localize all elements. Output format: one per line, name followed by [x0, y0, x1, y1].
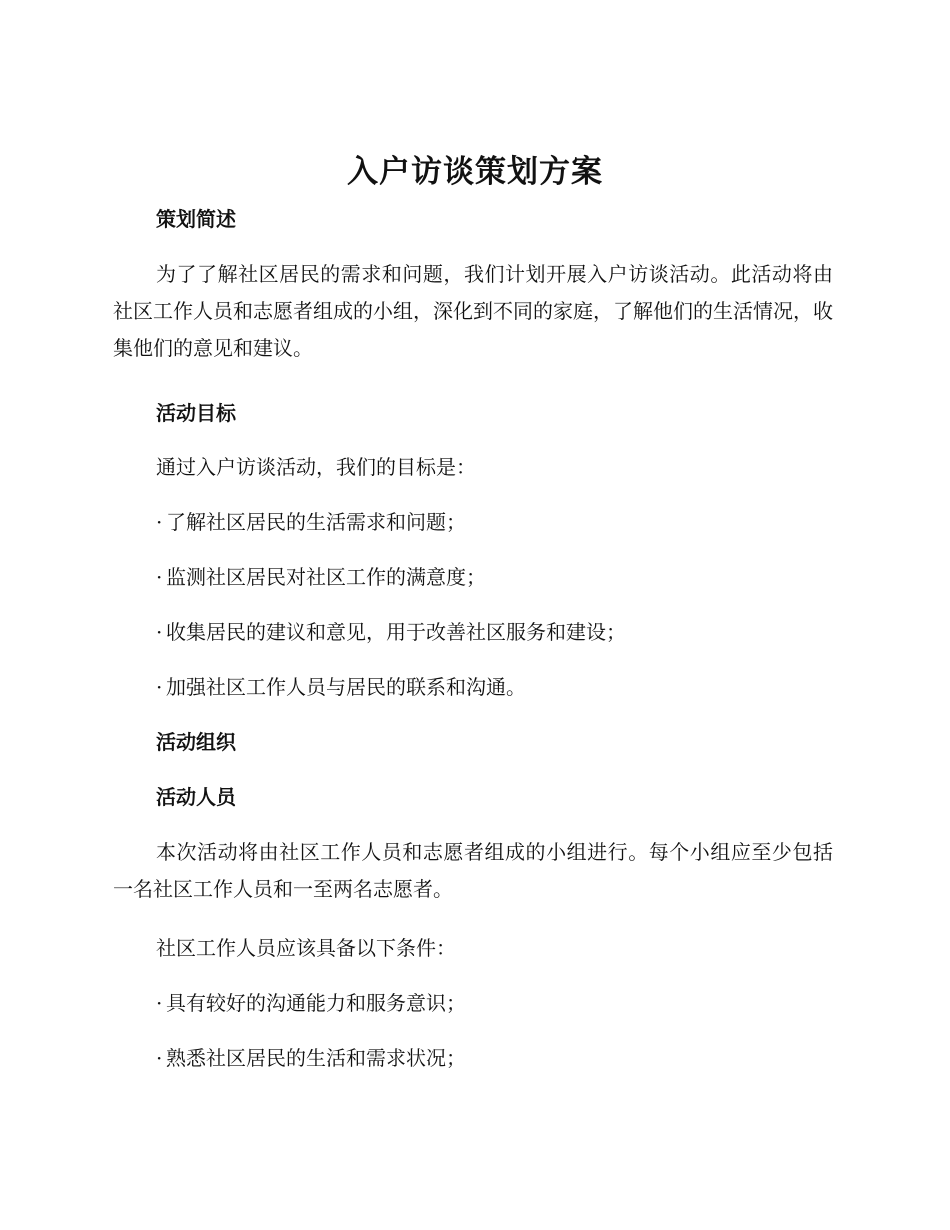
- goal-item: [156, 618, 626, 646]
- bullet-dot: ·: [156, 510, 163, 534]
- condition-item: [156, 1044, 466, 1072]
- goal-item: [156, 508, 466, 536]
- condition-item-text: 具有较好的沟通能力和服务意识；: [166, 991, 466, 1015]
- condition-item-text: 熟悉社区居民的生活和需求状况；: [166, 1046, 466, 1070]
- heading-personnel: 活动人员: [156, 785, 236, 809]
- paragraph-personnel: 本次活动将由社区工作人员和志愿者组成的小组进行。每个小组应至少包括一名社区工作人员和一至两名志愿者。: [113, 840, 833, 901]
- bullet-dot: ·: [156, 565, 163, 589]
- heading-goals: 活动目标: [156, 401, 236, 425]
- heading-summary: 策划简述: [156, 207, 236, 231]
- goals-intro: 通过入户访谈活动，我们的目标是：: [156, 455, 476, 479]
- goal-item: [156, 673, 526, 701]
- goal-item-text: 加强社区工作人员与居民的联系和沟通。: [166, 675, 526, 699]
- goal-item: [156, 563, 486, 591]
- bullet-dot: ·: [156, 620, 163, 644]
- goal-item-text: 了解社区居民的生活需求和问题；: [166, 510, 466, 534]
- paragraph-summary: 为了了解社区居民的需求和问题，我们计划开展入户访谈活动。此活动将由社区工作人员和志愿者组成的小组，深化到不同的家庭，了解他们的生活情况，收集他们的意见和建议。: [113, 262, 833, 360]
- condition-item: [156, 989, 466, 1017]
- heading-organization: 活动组织: [156, 730, 236, 754]
- document-title: 入户访谈策划方案: [347, 154, 603, 190]
- bullet-dot: ·: [156, 675, 163, 699]
- conditions-intro: 社区工作人员应该具备以下条件：: [156, 936, 456, 960]
- goal-item-text: 收集居民的建议和意见，用于改善社区服务和建设；: [166, 620, 626, 644]
- goal-item-text: 监测社区居民对社区工作的满意度；: [166, 565, 486, 589]
- bullet-dot: ·: [156, 1046, 163, 1070]
- bullet-dot: ·: [156, 991, 163, 1015]
